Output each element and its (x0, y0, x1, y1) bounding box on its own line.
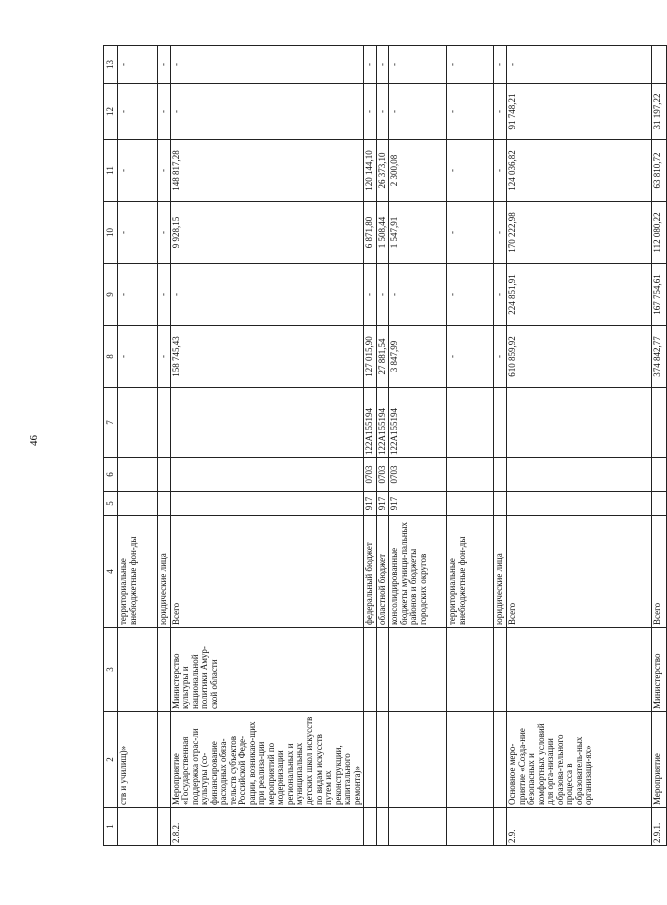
table-cell (507, 388, 652, 458)
table-cell: 2 300,08 (389, 140, 447, 202)
table-cell: юридические лица (494, 516, 507, 628)
table-cell: - (447, 264, 494, 326)
table-cell (494, 388, 507, 458)
table-cell: - (158, 264, 171, 326)
table-cell: 122A155194 (364, 388, 377, 458)
table-cell: - (494, 140, 507, 202)
table-cell: - (170, 264, 364, 326)
header-cell: 5 (104, 492, 118, 516)
table-cell: 127 015,90 (364, 326, 377, 388)
table-row (118, 46, 158, 846)
table-cell: - (447, 326, 494, 388)
header-cell: 9 (104, 264, 118, 326)
table-cell (158, 492, 171, 516)
table-cell: Министерство культуры и национальной политики Амур-ской области (170, 628, 364, 712)
table-cell (494, 808, 507, 846)
table-cell (376, 628, 389, 712)
table-cell: - (447, 46, 494, 84)
table-cell: - (494, 84, 507, 140)
table-cell: - (447, 140, 494, 202)
table-cell (447, 458, 494, 492)
table-cell: ств и училищ)» (118, 712, 158, 808)
table-cell: - (118, 46, 158, 84)
table-cell: 122A155194 (376, 388, 389, 458)
header-cell: 11 (104, 140, 118, 202)
table-cell: 0703 (364, 458, 377, 492)
table-cell: - (158, 46, 171, 84)
table-cell: юридические лица (158, 516, 171, 628)
budget-table (103, 45, 667, 846)
table-cell: - (494, 202, 507, 264)
table-cell: - (158, 140, 171, 202)
table-row (364, 46, 377, 846)
table-cell (118, 628, 158, 712)
table-cell (170, 458, 364, 492)
header-cell: 3 (104, 628, 118, 712)
table-cell: - (507, 46, 652, 84)
table-cell: 224 851,91 (507, 264, 652, 326)
table-row (494, 46, 507, 846)
table-cell (507, 458, 652, 492)
table-cell (494, 628, 507, 712)
table-cell: областной бюджет (376, 516, 389, 628)
table-row (170, 46, 364, 846)
table-cell: 91 748,21 (507, 84, 652, 140)
header-cell: 2 (104, 712, 118, 808)
header-cell: 1 (104, 808, 118, 846)
table-cell (447, 712, 494, 808)
table-cell (447, 492, 494, 516)
table-cell: - (494, 46, 507, 84)
table-row (652, 46, 667, 846)
table-row (376, 46, 389, 846)
header-cell: 10 (104, 202, 118, 264)
table-cell: 3 847,99 (389, 326, 447, 388)
table-cell: 9 928,15 (170, 202, 364, 264)
table-cell: - (447, 84, 494, 140)
table-cell (507, 628, 652, 712)
table-cell (652, 46, 667, 84)
table-cell (447, 388, 494, 458)
table-cell: территориальные внебюджетные фон-ды (447, 516, 494, 628)
table-cell: - (158, 84, 171, 140)
table-cell: Мероприятие (652, 712, 667, 808)
table-cell: 124 036,82 (507, 140, 652, 202)
table-cell (447, 808, 494, 846)
table-cell: 1 547,91 (389, 202, 447, 264)
table-cell: - (376, 264, 389, 326)
table-cell: 610 859,92 (507, 326, 652, 388)
table-cell: Основное меро-приятие «Созда-ние безопасных и комфортных условий для орга-низации образова-тельного процесса в образователь-ных организаци-ях» (507, 712, 652, 808)
table-cell: - (364, 46, 377, 84)
table-cell: 27 881,54 (376, 326, 389, 388)
table-cell (652, 492, 667, 516)
table-cell (364, 628, 377, 712)
table-cell: - (494, 326, 507, 388)
table-cell: 148 817,28 (170, 140, 364, 202)
table-row (389, 46, 447, 846)
table-cell (364, 712, 377, 808)
table-cell: федеральный бюджет (364, 516, 377, 628)
budget-table-page (103, 46, 663, 846)
table-cell: Всего (652, 516, 667, 628)
table-cell (376, 808, 389, 846)
table-cell: 26 373,10 (376, 140, 389, 202)
table-cell: - (389, 84, 447, 140)
table-cell: 917 (389, 492, 447, 516)
table-cell: 0703 (376, 458, 389, 492)
table-cell: Всего (507, 516, 652, 628)
table-cell: 167 754,61 (652, 264, 667, 326)
table-cell (494, 458, 507, 492)
table-cell (389, 712, 447, 808)
table-cell (158, 808, 171, 846)
table-cell (494, 712, 507, 808)
table-cell: - (158, 202, 171, 264)
table-cell: - (118, 84, 158, 140)
table-cell: 2.9. (507, 808, 652, 846)
table-cell: Министерство (652, 628, 667, 712)
table-cell (447, 628, 494, 712)
table-cell (652, 388, 667, 458)
table-cell: - (118, 140, 158, 202)
header-cell: 12 (104, 84, 118, 140)
table-cell: 112 080,22 (652, 202, 667, 264)
header-row (104, 46, 118, 846)
table-cell: 374 842,77 (652, 326, 667, 388)
table-cell: - (494, 264, 507, 326)
table-cell: 917 (376, 492, 389, 516)
table-cell: 2.9.1. (652, 808, 667, 846)
table-cell: - (389, 46, 447, 84)
table-cell (158, 388, 171, 458)
table-cell (118, 388, 158, 458)
table-row (447, 46, 494, 846)
table-cell: 1 508,44 (376, 202, 389, 264)
table-cell: 158 745,43 (170, 326, 364, 388)
table-cell: - (118, 264, 158, 326)
table-cell (158, 628, 171, 712)
table-cell: - (364, 264, 377, 326)
header-cell: 4 (104, 516, 118, 628)
table-cell (376, 712, 389, 808)
table-cell: - (389, 264, 447, 326)
table-cell: - (364, 84, 377, 140)
table-row (158, 46, 171, 846)
table-cell: 0703 (389, 458, 447, 492)
table-cell: - (170, 46, 364, 84)
table-cell: - (158, 326, 171, 388)
table-cell: 170 222,98 (507, 202, 652, 264)
table-cell (507, 492, 652, 516)
table-cell (118, 808, 158, 846)
table-cell (118, 492, 158, 516)
table-cell (158, 712, 171, 808)
table-cell (389, 628, 447, 712)
table-cell: - (447, 202, 494, 264)
table-cell: 2.8.2. (170, 808, 364, 846)
table-cell: 122A155194 (389, 388, 447, 458)
table-cell: 120 144,10 (364, 140, 377, 202)
table-cell: 6 871,80 (364, 202, 377, 264)
table-cell: - (118, 202, 158, 264)
table-cell (170, 492, 364, 516)
page-number: 46 (28, 435, 40, 446)
table-cell: - (376, 84, 389, 140)
header-cell: 6 (104, 458, 118, 492)
table-cell (364, 808, 377, 846)
table-cell (652, 458, 667, 492)
table-cell: Всего (170, 516, 364, 628)
table-cell (118, 458, 158, 492)
header-cell: 8 (104, 326, 118, 388)
table-cell (494, 492, 507, 516)
table-cell: консолидированные бюджеты муници-пальных районов и бюджеты городских округов (389, 516, 447, 628)
table-cell: - (376, 46, 389, 84)
table-row (507, 46, 652, 846)
table-cell: - (118, 326, 158, 388)
table-cell: территориальные внебюджетные фон-ды (118, 516, 158, 628)
table-cell: - (170, 84, 364, 140)
header-cell: 7 (104, 388, 118, 458)
table-cell (389, 808, 447, 846)
table-cell: Мероприятие «Государственная поддержка отрас-ли культуры (со-финансирование расходных обяза-тельств субъектов Российской Феде-рации, возникаю-щих при реализа-ции мероприятий по модернизации региональных и муниципальных детских школ искусств по видам искусств путем их реконструкции, капитального ремонта)» (170, 712, 364, 808)
table-cell: 63 810,72 (652, 140, 667, 202)
table-cell: 917 (364, 492, 377, 516)
table-cell: 31 197,22 (652, 84, 667, 140)
table-cell (158, 458, 171, 492)
header-cell: 13 (104, 46, 118, 84)
table-cell (170, 388, 364, 458)
